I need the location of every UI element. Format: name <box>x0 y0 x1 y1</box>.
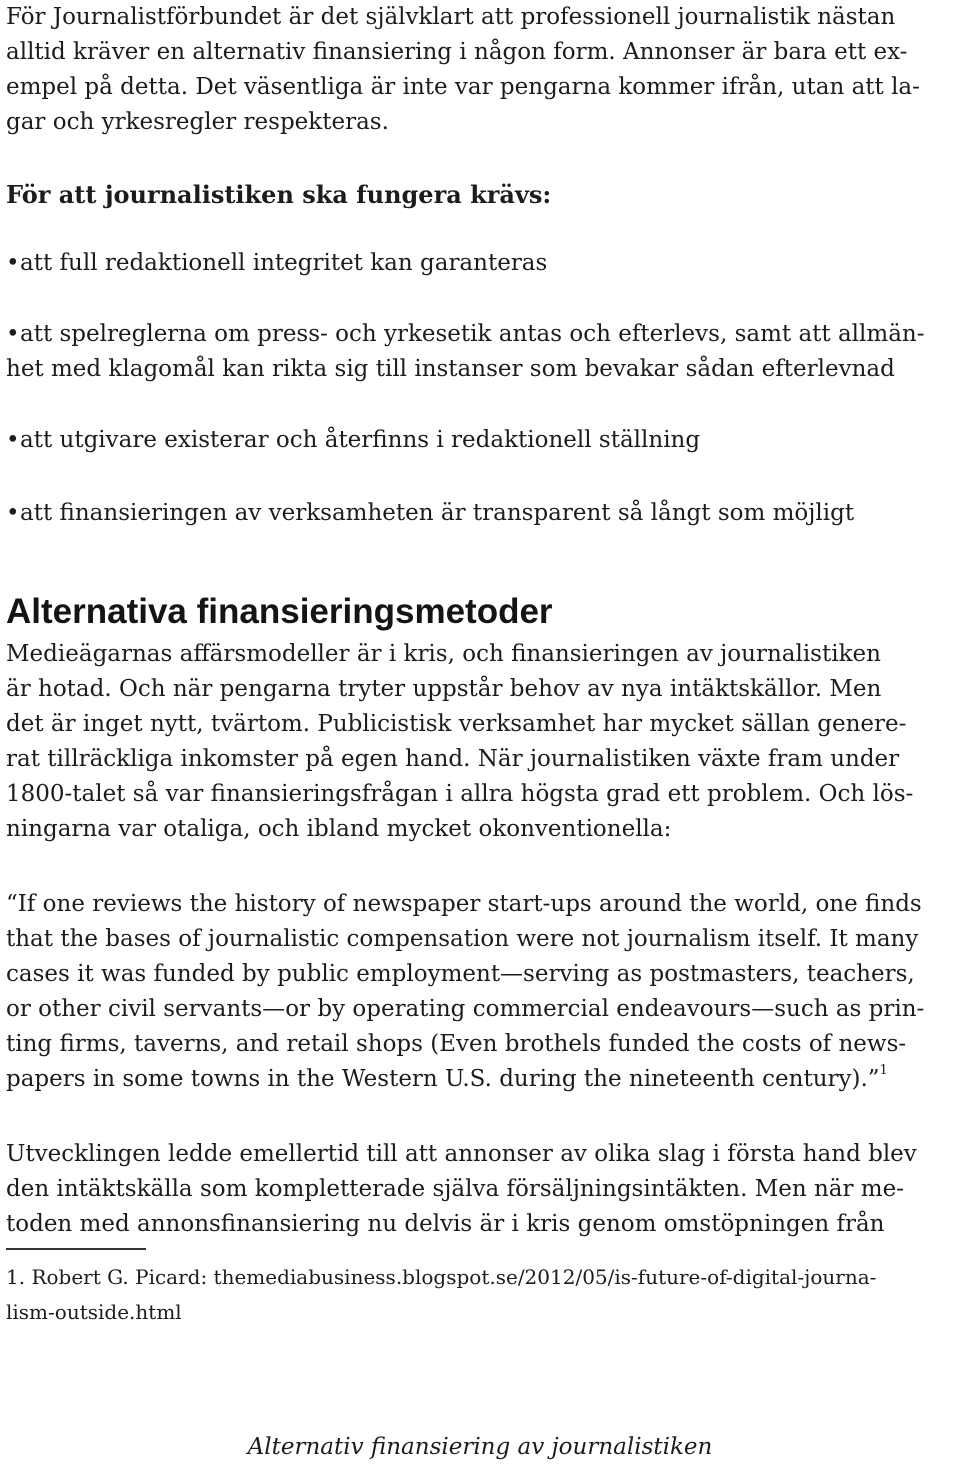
text-line: För Journalistförbundet är det självklart att professionell journalistik nästan <box>6 4 896 30</box>
text-line: Medieägarnas affärsmodeller är i kris, och finansieringen av journalistiken <box>6 641 881 667</box>
footnote-reference[interactable]: 1 <box>879 1063 888 1078</box>
text-line: är hotad. Och när pengarna tryter uppstår behov av nya intäktskällor. Men <box>6 676 882 702</box>
text-line: “If one reviews the history of newspaper start-ups around the world, one finds <box>6 891 922 917</box>
text-line: 1800-talet så var finansieringsfrågan i allra högsta grad ett problem. Och lös- <box>6 781 914 807</box>
text-line: or other civil servants—or by operating commercial endeavours—such as prin- <box>6 996 925 1022</box>
text-line: att spelreglerna om press- och yrkesetik antas och efterlevs, samt att allmän- <box>20 321 925 347</box>
text-line: Utvecklingen ledde emellertid till att annonser av olika slag i första hand blev <box>6 1141 917 1167</box>
text-line: cases it was funded by public employment—serving as postmasters, teachers, <box>6 961 915 987</box>
section-heading: Alternativa finansieringsmetoder <box>6 592 553 631</box>
text-line: papers in some towns in the Western U.S. during the nineteenth century).” <box>6 1066 880 1092</box>
text-line: den intäktskälla som kompletterade själva försäljningsintäkten. Men när me- <box>6 1176 904 1202</box>
text-line: het med klagomål kan rikta sig till instanser som bevakar sådan efterlevnad <box>6 356 895 382</box>
text-line: 1. Robert G. Picard: themediabusiness.blogspot.se/2012/05/is-future-of-digital-journa- <box>6 1265 877 1289</box>
requirements-heading: För att journalistiken ska fungera krävs: <box>6 180 552 209</box>
text-line: att finansieringen av verksamheten är transparent så långt som möjligt <box>20 500 855 526</box>
footnote-divider <box>6 1248 146 1250</box>
text-line: rat tillräckliga inkomster på egen hand. När journalistiken växte fram under <box>6 746 900 772</box>
section-body <box>6 637 956 847</box>
page-footer: Alternativ finansiering av journalistiken <box>247 1434 713 1460</box>
requirement-item <box>6 317 956 387</box>
requirement-item <box>6 246 956 281</box>
text-line: det är inget nytt, tvärtom. Publicistisk verksamhet har mycket sällan genere- <box>6 711 907 737</box>
requirement-item <box>6 496 956 531</box>
text-line: ningarna var otaliga, och ibland mycket okonventionella: <box>6 816 672 842</box>
bullet-icon: • <box>6 500 20 526</box>
text-line: ting firms, taverns, and retail shops (Even brothels funded the costs of news- <box>6 1031 907 1057</box>
text-line: that the bases of journalistic compensation were not journalism itself. It many <box>6 926 919 952</box>
text-line: toden med annonsfinansiering nu delvis är i kris genom omstöpningen från <box>6 1211 885 1237</box>
footnote <box>6 1260 956 1330</box>
text-line: att utgivare existerar och återfinns i redaktionell ställning <box>20 427 701 453</box>
text-line: gar och yrkesregler respekteras. <box>6 109 389 135</box>
bullet-icon: • <box>6 321 20 347</box>
intro-paragraph <box>6 0 956 140</box>
bullet-icon: • <box>6 250 20 276</box>
text-line: att full redaktionell integritet kan garanteras <box>20 250 548 276</box>
text-line: alltid kräver en alternativ finansiering i någon form. Annonser är bara ett ex- <box>6 39 908 65</box>
block-quote <box>6 887 956 1097</box>
text-line: empel på detta. Det väsentliga är inte var pengarna kommer ifrån, utan att la- <box>6 74 920 100</box>
continuation-paragraph <box>6 1137 956 1242</box>
requirement-item <box>6 423 956 458</box>
text-line: lism-outside.html <box>6 1300 182 1324</box>
bullet-icon: • <box>6 427 20 453</box>
